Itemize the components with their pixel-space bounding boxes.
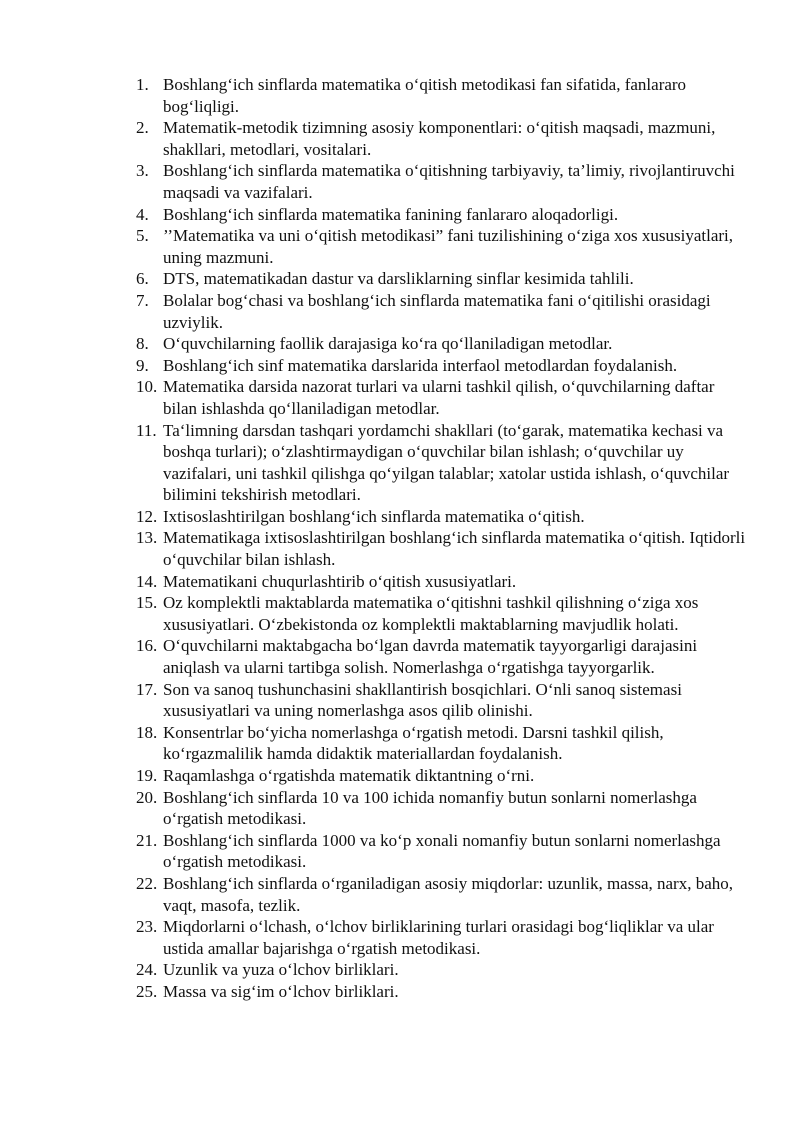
list-item (136, 787, 748, 830)
list-item-text: Boshlang‘ich sinflarda 10 va 100 ichida nomanfiy butun sonlarni nomerlashga o‘rgatish metodikasi. (163, 787, 697, 829)
list-item-text: Matematika darsida nazorat turlari va ularni tashkil qilish, o‘quvchilarning daftar bilan ishlashda qo‘llaniladigan metodlar. (163, 377, 715, 418)
list-item (136, 679, 748, 722)
list-item-text: Boshlang‘ich sinflarda matematika o‘qitish metodikasi fan sifatida, fanlararo bog‘liqligi. (163, 75, 687, 116)
list-item-number: 3. (136, 161, 149, 181)
list-item-text: Bolalar bog‘chasi va boshlang‘ich sinflarda matematika fani o‘qitilishi orasidagi uzviylik. (163, 290, 711, 332)
list-item-text: ’’Matematika va uni o‘qitish metodikasi” fani tuzilishining o‘ziga xos xususiyatlari, uning mazmuni. (163, 226, 734, 267)
list-item-number: 10. (136, 377, 158, 397)
list-item (136, 74, 748, 117)
list-item (136, 722, 748, 765)
list-item-number: 11. (136, 420, 157, 440)
list-item (136, 527, 748, 570)
list-item-text: Miqdorlarni o‘lchash, o‘lchov birliklarining turlari orasidagi bog‘liqliklar va ular ustida amallar bajarishga o‘rgatish metodikasi. (163, 917, 714, 958)
question-list (136, 74, 748, 1003)
list-item-number: 5. (136, 226, 149, 246)
list-item-number: 13. (136, 528, 158, 548)
list-item-text: DTS, matematikadan dastur va darsliklarning sinflar kesimida tahlili. (163, 269, 634, 289)
list-item-number: 2. (136, 118, 149, 138)
list-item (136, 765, 748, 787)
list-item-text: Uzunlik va yuza o‘lchov birliklari. (163, 960, 399, 980)
list-item (136, 204, 748, 226)
list-item-number: 21. (136, 830, 158, 850)
list-item-number: 24. (136, 960, 158, 980)
list-item-text: Matematik-metodik tizimning asosiy komponentlari: o‘qitish maqsadi, mazmuni, shakllari, metodlari, vositalari. (163, 118, 716, 159)
list-item (136, 268, 748, 290)
list-item-text: Raqamlashga o‘rgatishda matematik diktantning o‘rni. (163, 766, 535, 785)
list-item (136, 160, 748, 203)
list-item (136, 225, 748, 268)
list-item-text: O‘quvchilarni maktabgacha bo‘lgan davrda matematik tayyorgarligi darajasini aniqlash va ularni tartibga solish. Nomerlashga o‘rgatishga tayyorgarlik. (163, 636, 698, 678)
list-item-text: Boshlang‘ich sinf matematika darslarida interfaol metodlardan foydalanish. (163, 355, 678, 375)
list-item-number: 7. (136, 290, 149, 310)
list-item (136, 117, 748, 160)
list-item (136, 571, 748, 593)
list-item (136, 873, 748, 916)
list-item-number: 1. (136, 75, 149, 94)
list-item-number: 23. (136, 917, 158, 937)
list-item-text: Boshlang‘ich sinflarda o‘rganiladigan asosiy miqdorlar: uzunlik, massa, narx, baho, vaqt, masofa, tezlik. (163, 873, 733, 915)
list-item-number: 14. (136, 571, 158, 591)
list-item-number: 19. (136, 766, 158, 785)
list-item (136, 592, 748, 635)
list-item-number: 17. (136, 679, 158, 699)
list-item (136, 420, 748, 506)
list-item-number: 18. (136, 722, 158, 742)
list-item (136, 376, 748, 419)
list-item (136, 981, 748, 1003)
list-item-text: Ta‘limning darsdan tashqari yordamchi shakllari (to‘garak, matematika kechasi va boshqa turlari); o‘zlashtirmaydigan o‘quvchilar bilan ishlash; o‘quvchilar uy vazifalari, uni tashkil qilishga qo‘yilgan talablar; xatolar ustida ishlash, o‘quvchilar bilimini tekshirish metodlari. (163, 420, 730, 505)
list-item (136, 355, 748, 377)
list-item-text: Matematikani chuqurlashtirib o‘qitish xususiyatlari. (163, 571, 517, 591)
list-item-text: Boshlang‘ich sinflarda matematika fanining fanlararo aloqadorligi. (163, 204, 619, 224)
list-item-text: Konsentrlar bo‘yicha nomerlashga o‘rgatish metodi. Darsni tashkil qilish, ko‘rgazmalilik hamda didaktik materiallardan foydalanish. (163, 722, 664, 764)
list-item-number: 8. (136, 334, 149, 354)
list-item (136, 959, 748, 981)
list-item-number: 6. (136, 269, 149, 289)
list-item-text: Son va sanoq tushunchasini shakllantirish bosqichlari. O‘nli sanoq sistemasi xususiyatlari va uning nomerlashga asos qilib olinishi. (163, 679, 682, 721)
list-item-number: 9. (136, 355, 149, 375)
list-item-text: Massa va sig‘im o‘lchov birliklari. (163, 981, 399, 1001)
list-item-number: 16. (136, 636, 158, 656)
list-item (136, 916, 748, 959)
list-item-text: Boshlang‘ich sinflarda 1000 va ko‘p xonali nomanfiy butun sonlarni nomerlashga o‘rgatish metodikasi. (163, 830, 721, 872)
list-item (136, 635, 748, 678)
list-item-text: Matematikaga ixtisoslashtirilgan boshlang‘ich sinflarda matematika o‘qitish. Iqtidorli o‘quvchilar bilan ishlash. (163, 528, 746, 570)
list-item-number: 4. (136, 204, 149, 224)
list-item-number: 20. (136, 787, 158, 807)
list-item-text: Boshlang‘ich sinflarda matematika o‘qitishning tarbiyaviy, ta’limiy, rivojlantiruvchi maqsadi va vazifalari. (163, 161, 735, 202)
list-item-number: 12. (136, 506, 158, 526)
list-item-number: 25. (136, 981, 158, 1001)
list-item-text: Oz komplektli maktablarda matematika o‘qitishni tashkil qilishning o‘ziga xos xususiyatlari. O‘zbekistonda oz komplektli maktablarning mavjudlik holati. (163, 593, 699, 634)
list-item-text: O‘quvchilarning faollik darajasiga ko‘ra qo‘llaniladigan metodlar. (163, 334, 613, 354)
list-item-number: 15. (136, 593, 158, 613)
list-item (136, 290, 748, 333)
list-item-number: 22. (136, 873, 158, 893)
list-item (136, 333, 748, 355)
list-item (136, 506, 748, 528)
list-item (136, 830, 748, 873)
list-item-text: Ixtisoslashtirilgan boshlang‘ich sinflarda matematika o‘qitish. (163, 506, 585, 526)
